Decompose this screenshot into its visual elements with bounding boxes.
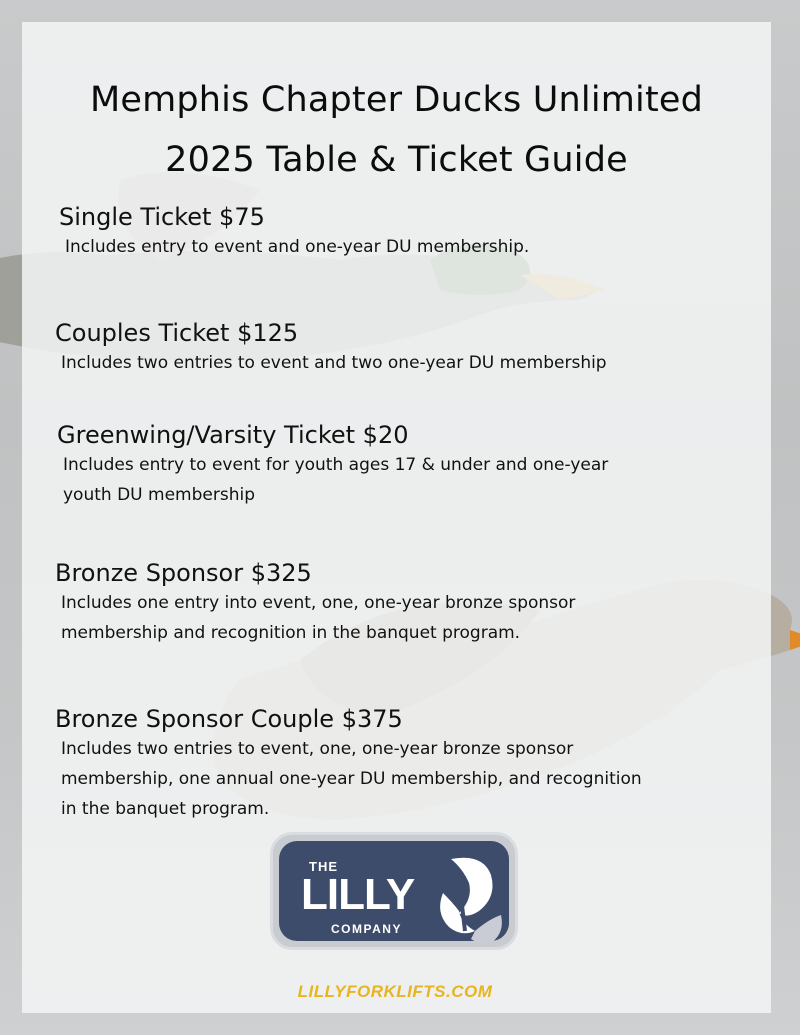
sponsor-logo-badge bbox=[279, 841, 509, 941]
ticket-description-line: membership and recognition in the banquet program. bbox=[61, 623, 521, 643]
ticket-description-line: Includes entry to event and one-year DU membership. bbox=[65, 237, 530, 257]
ticket-bronze-sponsor bbox=[55, 558, 795, 648]
sponsor-website: LILLYFORKLIFTS.COM bbox=[297, 982, 493, 1001]
ticket-name: Couples Ticket $125 bbox=[55, 319, 299, 347]
ticket-bronze-sponsor-couple bbox=[55, 704, 795, 824]
ticket-name: Bronze Sponsor $325 bbox=[55, 559, 312, 587]
ticket-greenwing-varsity bbox=[57, 420, 797, 510]
ticket-single bbox=[59, 202, 799, 262]
title-line-2: 2025 Table & Ticket Guide bbox=[165, 140, 628, 180]
ticket-guide-panel bbox=[22, 22, 771, 1013]
page-title bbox=[22, 70, 771, 190]
ticket-description-line: Includes two entries to event, one, one-year bronze sponsor bbox=[61, 739, 574, 759]
ticket-description-line: in the banquet program. bbox=[61, 799, 270, 819]
ticket-description-line: Includes one entry into event, one, one-year bronze sponsor bbox=[61, 593, 576, 613]
ticket-name: Greenwing/Varsity Ticket $20 bbox=[57, 421, 409, 449]
logo-company-text: COMPANY bbox=[331, 922, 402, 936]
ticket-couples bbox=[55, 318, 795, 378]
sponsor-block bbox=[270, 832, 520, 1002]
ticket-description-line: Includes two entries to event and two one-year DU membership bbox=[61, 353, 607, 373]
title-line-1: Memphis Chapter Ducks Unlimited bbox=[89, 80, 704, 120]
ticket-description-line: youth DU membership bbox=[63, 485, 255, 505]
ticket-name: Single Ticket $75 bbox=[59, 203, 265, 231]
logo-lilly-text: LILLY bbox=[301, 870, 415, 919]
sponsor-logo bbox=[270, 832, 518, 950]
ticket-description-line: membership, one annual one-year DU membership, and recognition bbox=[61, 769, 642, 789]
ticket-description-line: Includes entry to event for youth ages 17 & under and one-year bbox=[63, 455, 609, 475]
calla-lily-icon bbox=[431, 853, 509, 945]
ticket-name: Bronze Sponsor Couple $375 bbox=[55, 705, 403, 733]
logo-the-text: THE bbox=[309, 859, 338, 874]
